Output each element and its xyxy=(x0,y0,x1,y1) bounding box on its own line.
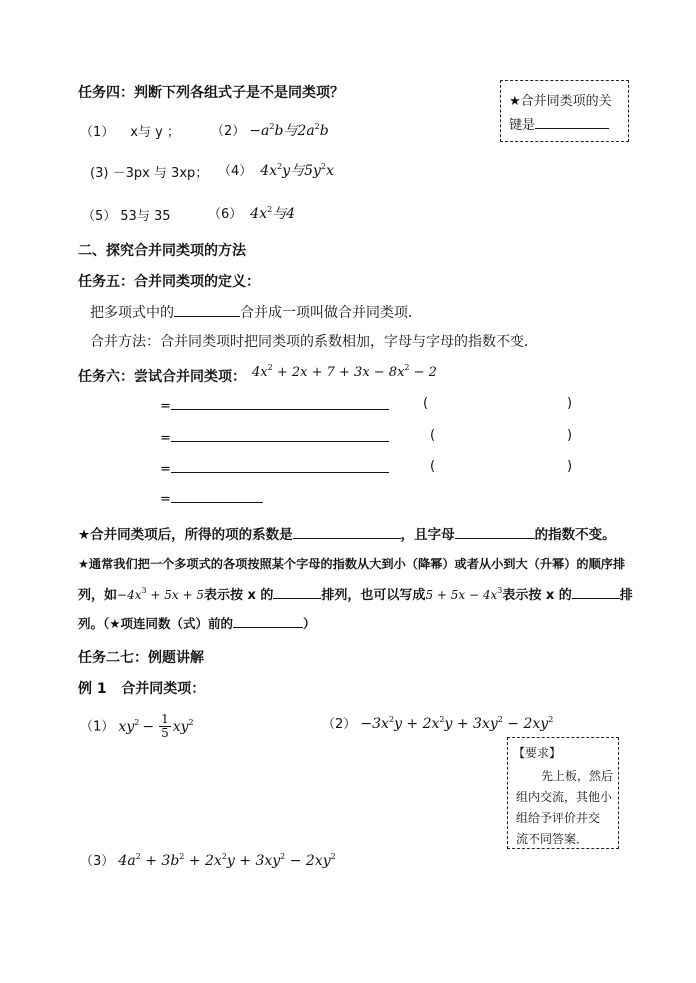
answer-line-4: = xyxy=(160,490,263,507)
key-box xyxy=(500,80,629,142)
reason-open-3: ( xyxy=(430,459,436,474)
requirement-line4: 流不同答案． xyxy=(516,832,589,846)
answer-blank-1[interactable] xyxy=(171,397,389,410)
key-box-line1: ★合并同类项的关 xyxy=(509,94,612,109)
answer-line-3: = xyxy=(160,460,389,477)
reason-close-3: ) xyxy=(567,459,573,474)
letter-blank[interactable] xyxy=(455,526,535,539)
answer-line-1: = xyxy=(160,397,389,414)
task5-definition: 把多项式中的 合并成一项叫做合并同类项． xyxy=(90,305,422,321)
reason-close-1: ) xyxy=(567,396,573,411)
question-6: （6） $4x^2$与4 xyxy=(208,205,296,222)
requirement-line1: 先上板，然后 xyxy=(541,769,614,783)
section2-title: 二、探究合并同类项的方法 xyxy=(78,243,246,259)
reason-open-2: ( xyxy=(430,428,436,443)
task5-method: 合并方法：合并同类项时把同类项的系数相加，字母与字母的指数不变． xyxy=(90,334,538,350)
coefficient-blank[interactable] xyxy=(293,526,401,539)
sign-blank[interactable] xyxy=(233,615,303,628)
key-blank[interactable] xyxy=(535,116,609,129)
example1-problem2: $(2) -3x^2y + 2x^2y + 3xy^2 - 2xy^2$ xyxy=(322,715,554,732)
question-2: $(2) -a^2b$与$2a^2b$ xyxy=(211,122,329,139)
example1-problem3: （3） $4a^2 + 3b^2 + 2x^2y + 3xy^2 - 2xy^2$ xyxy=(80,852,336,869)
question-5: （5） 53与 35 xyxy=(82,209,171,224)
requirement-line3: 组给予评价并交 xyxy=(516,811,601,825)
reason-open-1: ( xyxy=(423,396,429,411)
requirement-box xyxy=(507,737,619,849)
order-blank-2[interactable] xyxy=(572,586,620,599)
example1-title: 例 1 合并同类项： xyxy=(78,681,206,697)
reason-close-2: ) xyxy=(567,428,573,443)
question-3: (3) －3px 与 3xp； xyxy=(90,166,209,181)
key-box-line2: 键是 xyxy=(509,114,609,133)
task5-title: 任务五：合并同类项的定义： xyxy=(78,274,260,290)
definition-blank[interactable] xyxy=(174,304,240,317)
order-blank-1[interactable] xyxy=(273,586,321,599)
answer-blank-4[interactable] xyxy=(171,490,263,503)
task6-title: 任务六：尝试合并同类项： xyxy=(78,369,246,385)
question-1: （1） x与 y ； xyxy=(80,125,180,140)
requirement-line2: 组内交流，其他小 xyxy=(516,790,613,804)
note-order-line2: 列，如$-4x^3 + 5x + 5$表示按 x 的 排列，也可以写成$5 + 5x - 4x^3$表示按 x 的 排 xyxy=(78,586,633,603)
task27-title: 任务二七：例题讲解 xyxy=(78,650,204,666)
note-order-line1: ★通常我们把一个多项式的各项按照某个字母的指数从大到小（降幂）或者从小到大（升幂）的顺序排 xyxy=(78,557,626,571)
answer-blank-3[interactable] xyxy=(171,460,389,473)
note-order-line3: 列。（★项连同数（式）前的 ） xyxy=(78,616,316,631)
task4-title: 任务四：判断下列各组式子是不是同类项？ xyxy=(78,85,344,101)
note-coefficient: ★合并同类项后，所得的项的系数是 ，且字母 的指数不变。 xyxy=(78,527,616,543)
example1-problem1: （1） $xy^2$ − $\frac{1}{5}$ $xy^2$ xyxy=(80,712,194,740)
requirement-title: 【要求】 xyxy=(513,746,562,760)
task6-expression: $4x^2 + 2x + 7 + 3x - 8x^2 - 2$ xyxy=(252,363,437,380)
question-4: （4） $4x^2y$与$5y^2x$ xyxy=(218,162,334,179)
answer-line-2: = xyxy=(160,429,389,446)
answer-blank-2[interactable] xyxy=(171,429,389,442)
